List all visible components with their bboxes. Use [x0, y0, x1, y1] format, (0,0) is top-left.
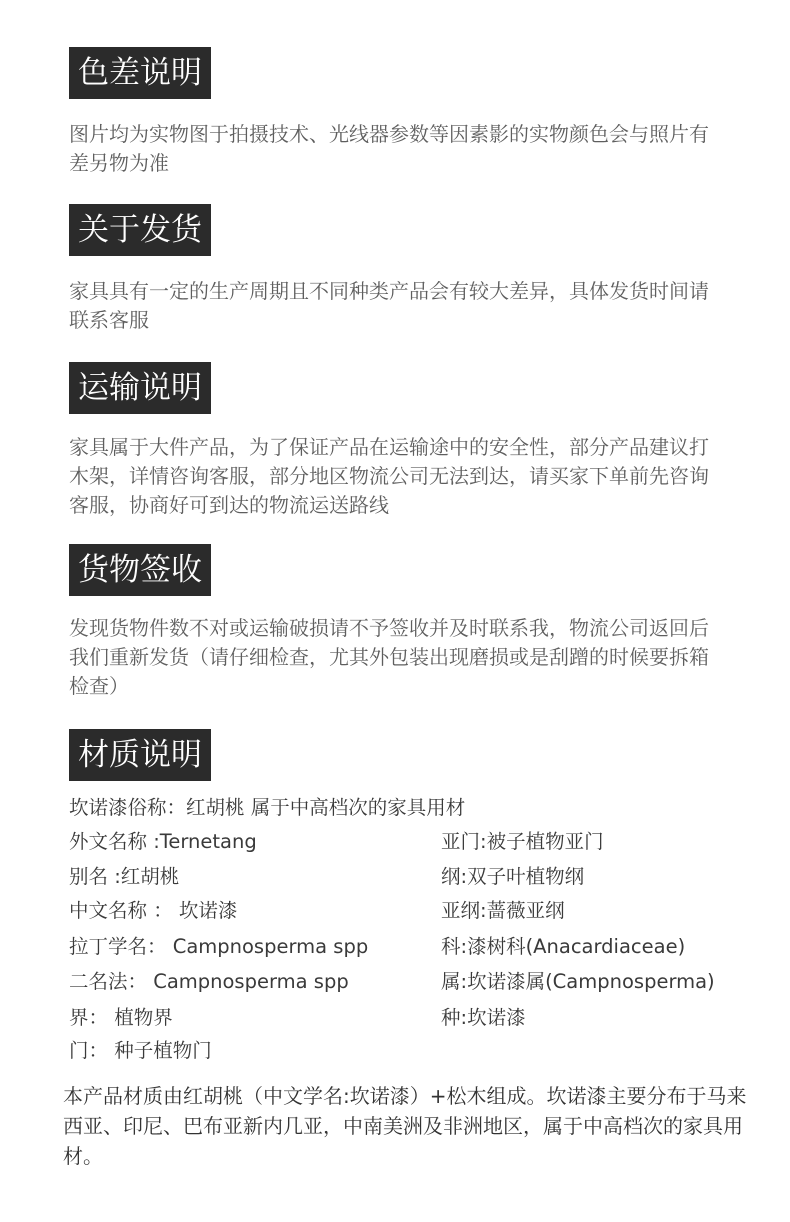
material-spec-right: 种:坎诺漆 [441, 1006, 526, 1029]
material-summary: 本产品材质由红胡桃（中文学名:坎诺漆）+松木组成。坎诺漆主要分布于马来西亚、印尼、巴布亚新内几亚，中南美洲及非洲地区，属于中高档次的家具用材。 [63, 1084, 747, 1168]
section-title-shipping: 关于发货 [69, 204, 211, 256]
section-body-shipping: 家具具有一定的生产周期且不同种类产品会有较大差异，具体发货时间请联系客服 [69, 279, 709, 332]
section-title-material: 材质说明 [69, 729, 211, 781]
material-spec-left: 界： 植物界 [69, 1006, 173, 1029]
material-spec-left: 拉丁学名： Campnosperma spp [69, 935, 369, 958]
section-title-color-difference: 色差说明 [69, 47, 211, 99]
section-body-receipt: 发现货物件数不对或运输破损请不予签收并及时联系我，物流公司返回后我们重新发货（请仔细检查，尤其外包装出现磨损或是刮蹭的时候要拆箱检查） [69, 616, 709, 698]
material-spec-left: 中文名称 ： 坎诺漆 [69, 899, 238, 922]
material-intro: 坎诺漆俗称：红胡桃 属于中高档次的家具用材 [69, 796, 466, 819]
section-body-transport: 家具属于大件产品，为了保证产品在运输途中的安全性，部分产品建议打木架，详情咨询客服，部分地区物流公司无法到达，请买家下单前先咨询客服，协商好可到达的物流运送路线 [69, 435, 709, 517]
material-spec-left: 二名法： Campnosperma spp [69, 970, 349, 993]
material-spec-right: 纲:双子叶植物纲 [441, 865, 585, 888]
material-spec-left: 外文名称 :Ternetang [69, 830, 257, 853]
section-body-color-difference: 图片均为实物图于拍摄技术、光线器参数等因素影的实物颜色会与照片有差另物为准 [69, 122, 709, 175]
material-spec-left: 门： 种子植物门 [69, 1039, 212, 1062]
material-spec-right: 属:坎诺漆属(Campnosperma) [441, 970, 715, 993]
section-title-receipt: 货物签收 [69, 544, 211, 596]
section-title-transport: 运输说明 [69, 362, 211, 414]
material-spec-right: 亚纲:蔷薇亚纲 [441, 899, 565, 922]
material-spec-left: 别名 :红胡桃 [69, 865, 180, 888]
material-spec-right: 科:漆树科(Anacardiaceae) [441, 935, 686, 958]
material-spec-right: 亚门:被子植物亚门 [441, 830, 604, 853]
